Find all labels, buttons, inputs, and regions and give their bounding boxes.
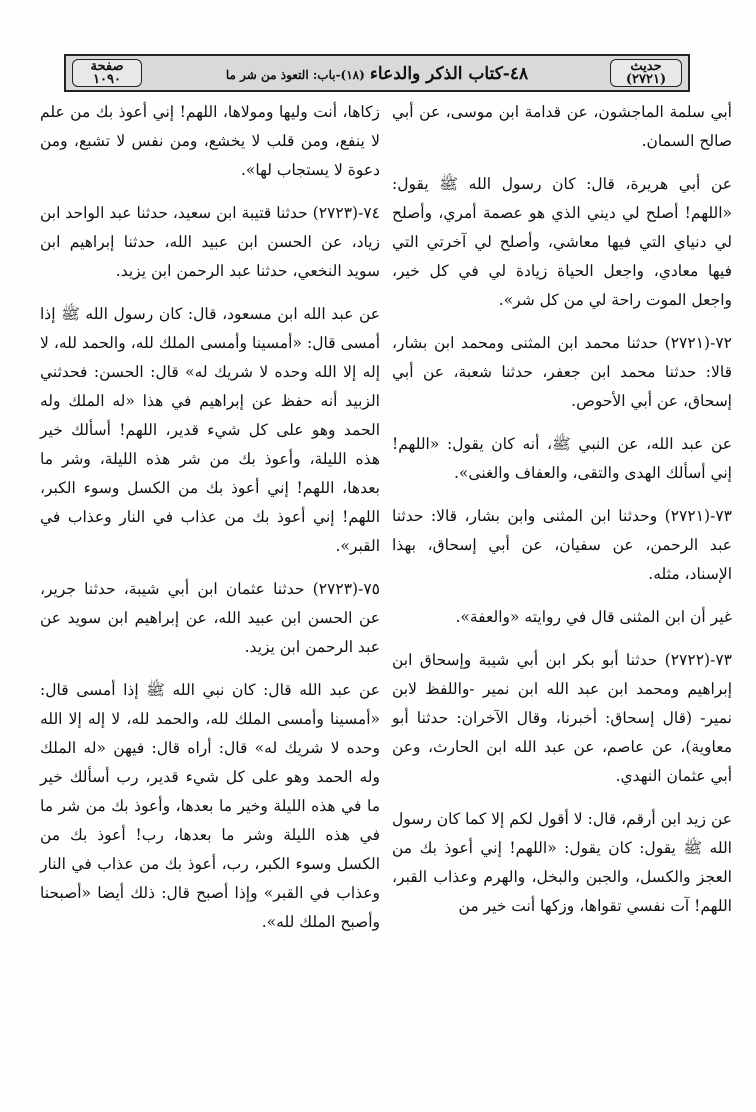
- paragraph: عن أبي هريرة، قال: كان رسول الله ﷺ يقول: «اللهم! أصلح لي ديني الذي هو عصمة أمري، وأصلح لي دنياي التي فيها معاشي، وأصلح لي آخرتي التي فيها معادي، واجعل الحياة زيادة لي في كل خير، واجعل الموت راحة لي من كل شر».: [392, 175, 732, 309]
- left-column: [40, 98, 380, 951]
- page-label: صفحة: [90, 59, 124, 74]
- header-title: [150, 62, 604, 86]
- paragraph: غير أن ابن المثنى قال في روايته «والعفة».: [455, 608, 732, 626]
- page-number-box: [72, 59, 142, 87]
- paragraph: عن عبد الله، عن النبي ﷺ، أنه كان يقول: «اللهم! إني أسألك الهدى والتقى، والعفاف والغنى».: [392, 435, 732, 482]
- paragraph: عن عبد الله ابن مسعود، قال: كان رسول الله ﷺ إذا أمسى قال: «أمسينا وأمسى الملك لله، والحمد لله، لا إله إلا الله وحده لا شريك له» قال: الحسن: فحدثني الزبيد أنه حفظ عن إبراهيم في هذا «له الملك وله الحمد وهو على كل شيء قدير، اللهم! أسألك خير هذه الليلة، وأعوذ بك من شر هذه الليلة، وشر ما بعدها، اللهم! إني أعوذ بك من الكسل وسوء الكبر، اللهم! إني أعوذ بك من عذاب في النار وعذاب في القبر».: [40, 305, 380, 555]
- paragraph: أبي سلمة الماجشون، عن قدامة ابن موسى، عن أبي صالح السمان.: [392, 103, 732, 150]
- chapter-title: (١٨)-باب: التعوذ من شر ما: [225, 68, 365, 82]
- hadith-number-box: [610, 59, 682, 87]
- paragraph: عن عبد الله قال: كان نبي الله ﷺ إذا أمسى قال: «أمسينا وأمسى الملك لله، والحمد لله، لا إله إلا الله وحده لا شريك له» قال: أراه قال: فيهن «له الملك وله الحمد وهو على كل شيء قدير، رب أسألك خير ما في هذه الليلة وخير ما بعدها، وأعوذ بك من شر ما في هذه الليلة وشر ما بعدها، رب! أعوذ بك من الكسل وسوء الكبر، رب، أعوذ بك من عذاب في النار وعذاب في القبر» وإذا أصبح قال: ذلك أيضا «أصبحنا وأصبح الملك لله».: [40, 681, 380, 931]
- paragraph: ٧٢-(٢٧٢١) حدثنا محمد ابن المثنى ومحمد ابن بشار، قالا: حدثنا محمد ابن جعفر، حدثنا شعبة، عن أبي إسحاق، عن أبي الأحوص.: [392, 334, 732, 410]
- paragraph: ٧٤-(٢٧٢٣) حدثنا قتيبة ابن سعيد، حدثنا عبد الواحد ابن زياد، عن الحسن ابن عبيد الله، حدثنا إبراهيم ابن سويد النخعي، حدثنا عبد الرحمن ابن يزيد.: [40, 204, 380, 280]
- hadith-label: حديث: [630, 59, 662, 74]
- paragraph: ٧٣-(٢٧٢١) وحدثنا ابن المثنى وابن بشار، قالا: حدثنا عبد الرحمن، عن سفيان، عن أبي إسحاق، بهذا الإسناد، مثله.: [392, 507, 732, 583]
- book-title: ٤٨-كتاب الذكر والدعاء: [369, 64, 529, 84]
- paragraph: ٧٥-(٢٧٢٣) حدثنا عثمان ابن أبي شيبة، حدثنا جرير، عن الحسن ابن عبيد الله، عن إبراهيم ابن سويد عن عبد الرحمن ابن يزيد.: [40, 580, 380, 656]
- paragraph: ٧٣-(٢٧٢٢) حدثنا أبو بكر ابن أبي شيبة وإسحاق ابن إبراهيم ومحمد ابن عبد الله ابن نمير -واللفظ لابن نمير- (قال إسحاق: أخبرنا، وقال الآخران: حدثنا أبو معاوية)، عن عاصم، عن عبد الله ابن الحارث، وعن أبي عثمان النهدي.: [392, 651, 732, 785]
- page-header: [64, 54, 690, 92]
- paragraph: زكاها، أنت وليها ومولاها، اللهم! إني أعوذ بك من علم لا ينفع، ومن قلب لا يخشع، ومن نفس لا تشبع، ومن دعوة لا يستجاب لها».: [40, 103, 380, 179]
- page-number: ١٠٩٠: [93, 72, 121, 87]
- paragraph: عن زيد ابن أرقم، قال: لا أقول لكم إلا كما كان رسول الله ﷺ يقول: كان يقول: «اللهم! إني أعوذ بك من العجز والكسل، والجبن والبخل، والهرم وعذاب القبر، اللهم! آت نفسي تقواها، وزكها أنت خير من: [392, 810, 732, 915]
- right-column: [392, 98, 732, 935]
- hadith-number: (٢٧٢١): [625, 72, 667, 87]
